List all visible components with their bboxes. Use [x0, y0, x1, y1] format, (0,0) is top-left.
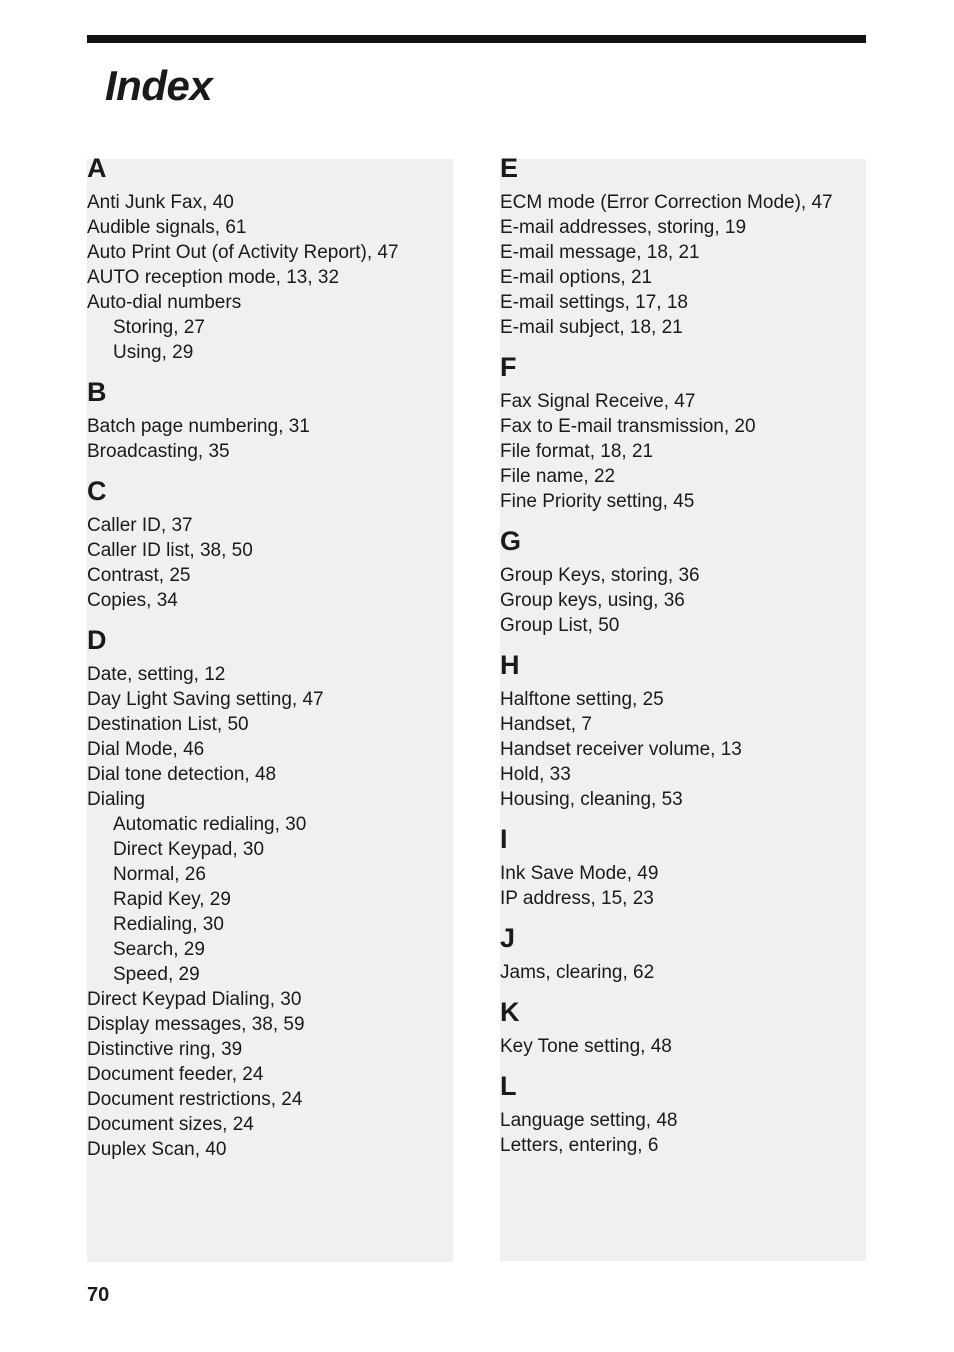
index-column-left-list — [87, 153, 467, 1174]
index-entry: Handset, 7 — [500, 714, 592, 735]
index-subentry: Speed, 29 — [113, 964, 200, 985]
index-entry: Document restrictions, 24 — [87, 1089, 303, 1110]
index-entry: Hold, 33 — [500, 764, 571, 785]
index-entry: Fine Priority setting, 45 — [500, 491, 695, 512]
index-entry: ECM mode (Error Correction Mode), 47 — [500, 192, 833, 213]
index-entry: Group List, 50 — [500, 615, 620, 636]
index-entry: E-mail message, 18, 21 — [500, 242, 700, 263]
index-entry: File name, 22 — [500, 466, 616, 487]
index-section-l — [500, 1071, 880, 1158]
section-letter: F — [500, 352, 517, 382]
index-column-right — [500, 153, 866, 1261]
index-entry: Letters, entering, 6 — [500, 1135, 659, 1156]
index-entry: Group keys, using, 36 — [500, 590, 685, 611]
index-entry: Ink Save Mode, 49 — [500, 863, 659, 884]
section-letter: K — [500, 997, 520, 1027]
section-letter: H — [500, 650, 520, 680]
index-entry: Duplex Scan, 40 — [87, 1139, 227, 1160]
index-subentry: Storing, 27 — [113, 317, 205, 338]
index-entry: IP address, 15, 23 — [500, 888, 654, 909]
index-section-e — [500, 153, 880, 340]
index-section-f — [500, 352, 880, 514]
index-entry: Destination List, 50 — [87, 714, 249, 735]
index-subentry: Rapid Key, 29 — [113, 889, 231, 910]
page-number: 70 — [87, 1284, 110, 1306]
section-letter: L — [500, 1071, 517, 1101]
index-entry: Housing, cleaning, 53 — [500, 789, 683, 810]
index-entry: Broadcasting, 35 — [87, 441, 230, 462]
section-letter: D — [87, 625, 107, 655]
index-entry: E-mail options, 21 — [500, 267, 653, 288]
index-section-k — [500, 997, 880, 1059]
index-subentry: Automatic redialing, 30 — [113, 814, 307, 835]
index-entry: Halftone setting, 25 — [500, 689, 664, 710]
index-section-d — [87, 625, 467, 1162]
index-section-a — [87, 153, 467, 365]
index-entry: Batch page numbering, 31 — [87, 416, 310, 437]
top-rule — [87, 35, 866, 43]
index-entry: Document feeder, 24 — [87, 1064, 264, 1085]
index-entry: Display messages, 38, 59 — [87, 1014, 305, 1035]
index-section-c — [87, 476, 467, 613]
index-entry: Anti Junk Fax, 40 — [87, 192, 234, 213]
index-subentry: Normal, 26 — [113, 864, 206, 885]
index-entry: Dial tone detection, 48 — [87, 764, 277, 785]
section-letter: I — [500, 824, 508, 854]
index-entry: Dialing — [87, 789, 146, 810]
section-letter: A — [87, 153, 107, 183]
index-entry: Copies, 34 — [87, 590, 178, 611]
index-entry: Key Tone setting, 48 — [500, 1036, 672, 1057]
index-entry: E-mail subject, 18, 21 — [500, 317, 683, 338]
index-entry: Contrast, 25 — [87, 565, 191, 586]
index-entry: Jams, clearing, 62 — [500, 962, 655, 983]
index-subentry: Search, 29 — [113, 939, 205, 960]
index-entry: Caller ID, 37 — [87, 515, 193, 536]
index-column-left — [87, 153, 453, 1262]
index-entry: AUTO reception mode, 13, 32 — [87, 267, 340, 288]
section-letter: E — [500, 153, 519, 183]
index-entry: Handset receiver volume, 13 — [500, 739, 742, 760]
index-entry: File format, 18, 21 — [500, 441, 654, 462]
index-subentry: Redialing, 30 — [113, 914, 224, 935]
index-entry: E-mail settings, 17, 18 — [500, 292, 688, 313]
index-entry: Fax Signal Receive, 47 — [500, 391, 696, 412]
index-entry: Day Light Saving setting, 47 — [87, 689, 324, 710]
index-section-j — [500, 923, 880, 985]
index-entry: Group Keys, storing, 36 — [500, 565, 700, 586]
index-section-b — [87, 377, 467, 464]
index-section-g — [500, 526, 880, 638]
section-letter: C — [87, 476, 107, 506]
section-letter: B — [87, 377, 107, 407]
index-entry: Language setting, 48 — [500, 1110, 678, 1131]
index-subentry: Direct Keypad, 30 — [113, 839, 265, 860]
index-entry: E-mail addresses, storing, 19 — [500, 217, 747, 238]
section-letter: G — [500, 526, 522, 556]
index-section-i — [500, 824, 880, 911]
index-entry: Dial Mode, 46 — [87, 739, 205, 760]
index-entry: Direct Keypad Dialing, 30 — [87, 989, 302, 1010]
index-entry: Audible signals, 61 — [87, 217, 247, 238]
index-entry: Caller ID list, 38, 50 — [87, 540, 253, 561]
index-section-h — [500, 650, 880, 812]
index-entry: Document sizes, 24 — [87, 1114, 254, 1135]
index-subentry: Using, 29 — [113, 342, 194, 363]
section-letter: J — [500, 923, 516, 953]
index-entry: Fax to E-mail transmission, 20 — [500, 416, 756, 437]
index-entry: Auto-dial numbers — [87, 292, 242, 313]
page-title: Index — [105, 62, 213, 109]
index-entry: Distinctive ring, 39 — [87, 1039, 243, 1060]
index-column-right-list — [500, 153, 880, 1170]
index-entry: Auto Print Out (of Activity Report), 47 — [87, 242, 399, 263]
index-entry: Date, setting, 12 — [87, 664, 226, 685]
